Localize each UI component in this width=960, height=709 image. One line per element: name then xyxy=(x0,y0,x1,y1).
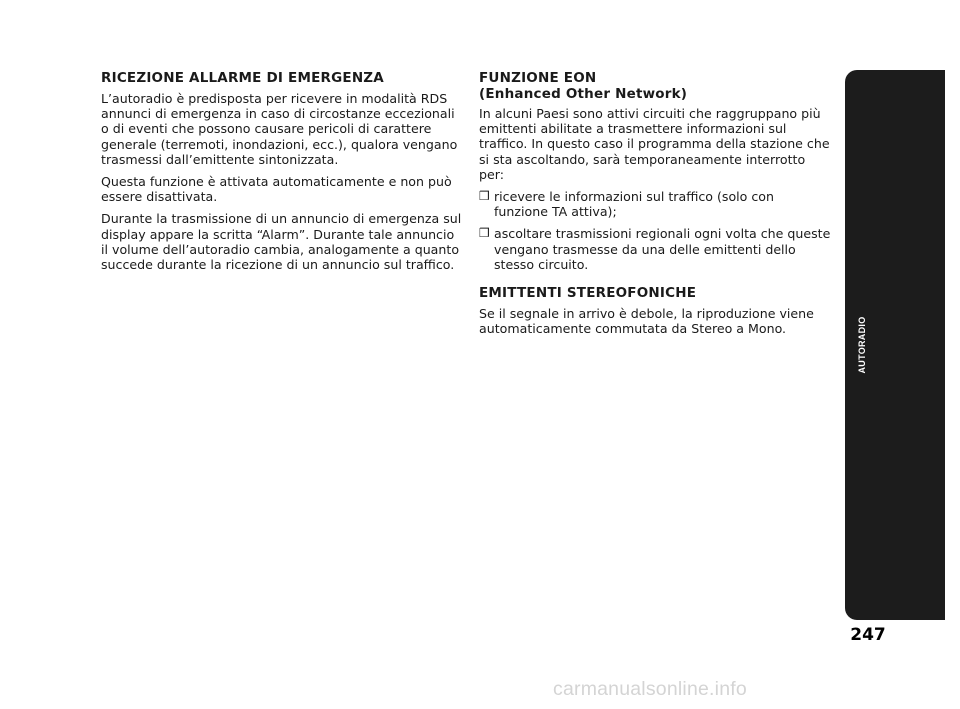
page-number: 247 xyxy=(850,625,886,645)
left-column xyxy=(101,70,463,279)
stereo-stations-heading: EMITTENTI STEREOFONICHE xyxy=(479,285,697,302)
stereo-stations-paragraph: Se il segnale in arrivo è debole, la riproduzione viene automaticamente commutata da Stereo a Mono. xyxy=(479,306,814,337)
checkbox-bullet-icon: ❒ xyxy=(479,189,490,204)
checkbox-bullet-icon: ❒ xyxy=(479,226,490,241)
list-item xyxy=(479,189,831,219)
eon-heading-line2: (Enhanced Other Network) xyxy=(479,86,688,102)
list-item xyxy=(479,226,831,272)
section-tab-label: AUTORADIO xyxy=(857,316,867,374)
eon-intro-paragraph: In alcuni Paesi sono attivi circuiti che raggruppano più emittenti abilitate a trasmettere informazioni sul traffico. In questo caso il programma della stazione che si sta ascoltando, sarà temporaneamente interrotto per: xyxy=(479,106,830,182)
emergency-alarm-paragraph-3: Durante la trasmissione di un annuncio di emergenza sul display appare la scritta “Alarm”. Durante tale annuncio il volume dell’autoradio cambia, analogamente a quanto succede durante la ricezione di un annuncio sul traffico. xyxy=(101,211,462,273)
bullet-text: ascoltare trasmissioni regionali ogni volta che queste vengano trasmesse da una delle emittenti dello stesso circuito. xyxy=(494,226,831,272)
bullet-text: ricevere le informazioni sul traffico (solo con funzione TA attiva); xyxy=(494,189,774,220)
emergency-alarm-heading: RICEZIONE ALLARME DI EMERGENZA xyxy=(101,70,384,86)
eon-heading-line1: FUNZIONE EON xyxy=(479,70,597,86)
right-column xyxy=(479,70,831,343)
watermark: carmanualsonline.info xyxy=(553,678,747,700)
eon-heading xyxy=(479,70,831,102)
emergency-alarm-paragraph-1: L’autoradio è predisposta per ricevere in modalità RDS annunci di emergenza in caso di circostanze eccezionali o di eventi che possono causare pericoli di carattere generale (terremoti, inondazioni, ecc.), qualora vengano trasmessi dall’emittente sintonizzata. xyxy=(101,91,458,167)
emergency-alarm-paragraph-2: Questa funzione è attivata automaticamente e non può essere disattivata. xyxy=(101,174,452,205)
